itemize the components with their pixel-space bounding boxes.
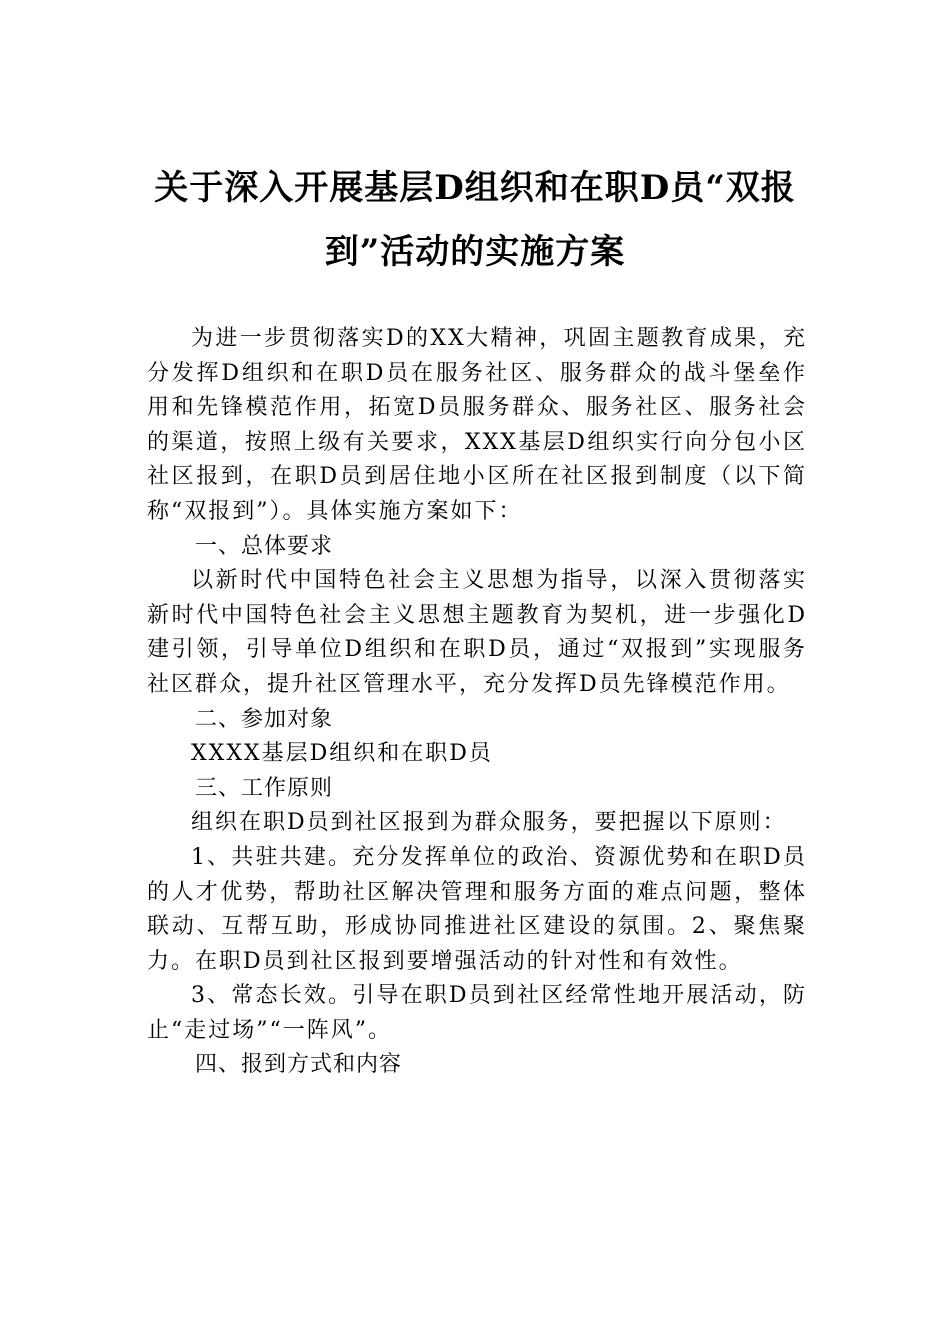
section-heading-2: 二、参加对象	[195, 706, 334, 732]
section-heading-3: 三、工作原则	[195, 775, 334, 801]
intro-paragraph: 为进一步贯彻落实D的XX大精神，巩固主题教育成果，充分发挥D组织和在职D员在服务社区、服务群众的战斗堡垒作用和先锋模范作用，拓宽D员服务群众、服务社区、服务社会的渠道，按照上级有关要求，XXX基层D组织实行向分包小区社区报到，在职D员到居住地小区所在社区报到制度（以下简称“双报到”）。具体实施方案如下：	[147, 326, 807, 524]
section-1-paragraph: 以新时代中国特色社会主义思想为指导，以深入贯彻落实新时代中国特色社会主义思想主题教育为契机，进一步强化D建引领，引导单位D组织和在职D员，通过“双报到”实现服务社区群众，提升社区管理水平，充分发挥D员先锋模范作用。	[147, 568, 807, 697]
principle-3-paragraph: 3、常态长效。引导在职D员到社区经常性地开展活动，防止“走过场”“一阵风”。	[147, 983, 807, 1043]
section-heading-1: 一、总体要求	[195, 533, 334, 559]
section-heading-4: 四、报到方式和内容	[195, 1052, 403, 1078]
document-body	[147, 322, 807, 1083]
principle-1-2-paragraph: 1、共驻共建。充分发挥单位的政治、资源优势和在职D员的人才优势，帮助社区解决管理和服务方面的难点问题，整体联动、互帮互助，形成协同推进社区建设的氛围。2、聚焦聚力。在职D员到社区报到要增强活动的针对性和有效性。	[147, 844, 807, 974]
document-title: 关于深入开展基层D组织和在职D员“双报到”活动的实施方案	[154, 168, 796, 272]
section-2-paragraph: XXXX基层D组织和在职D员	[191, 741, 493, 767]
section-3-intro-paragraph: 组织在职D员到社区报到为群众服务，要把握以下原则：	[191, 810, 787, 836]
